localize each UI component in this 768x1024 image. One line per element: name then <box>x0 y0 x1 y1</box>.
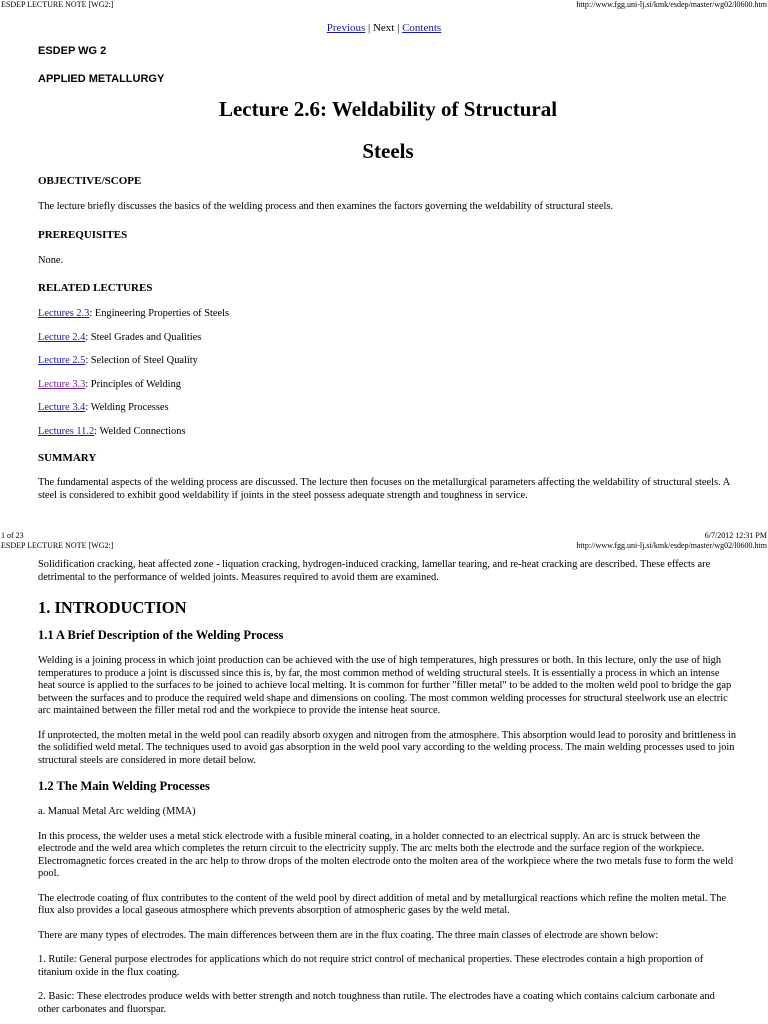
related-item <box>38 332 738 345</box>
subsection-1-1: 1.1 A Brief Description of the Welding Process <box>38 628 284 642</box>
objective-text: The lecture briefly discusses the basics of the welding process and then examines the factors governing the weldability of structural steels. <box>38 201 614 212</box>
previous-link[interactable]: Previous <box>326 22 366 34</box>
prereq-text: None. <box>38 254 64 266</box>
related-heading: RELATED LECTURES <box>38 282 153 294</box>
related-desc: : Principles of Welding <box>85 378 181 390</box>
group-label: ESDEP WG 2 <box>38 45 107 57</box>
related-item <box>38 355 738 368</box>
next-text: | Next | <box>365 22 403 34</box>
related-item <box>38 426 738 439</box>
para-rutile: 1. Rutile: General purpose electrodes for applications which do not require strict control of mechanical properties. These electrodes contain a high proportion of titanium oxide in the flux coating. <box>38 954 704 978</box>
related-item <box>38 308 738 321</box>
related-link-3-4[interactable]: Lecture 3.4 <box>38 402 86 413</box>
related-desc: : Selection of Steel Quality <box>85 355 198 366</box>
para-1-1-b: If unprotected, the molten metal in the weld pool can readily absorb oxygen and nitrogen from the atmosphere. This absorption would lead to porosity and brittleness in the solidified weld metal. The techniques used to avoid gas absorption in the weld pool vary according to the welding process. The main welding processes used to join structural steels are considered in more detail below. <box>38 729 737 766</box>
related-desc: : Steel Grades and Qualities <box>85 331 202 343</box>
related-link-2-3[interactable]: Lectures 2.3 <box>38 308 90 319</box>
related-item <box>38 402 738 415</box>
page2-header-url: http://www.fgg.uni-lj.si/kmk/esdep/master/wg02/l0600.htm <box>576 541 767 550</box>
related-desc: : Welded Connections <box>94 425 186 437</box>
related-link-2-4[interactable]: Lecture 2.4 <box>38 331 86 343</box>
page2-content <box>38 559 738 1016</box>
summary-text: The fundamental aspects of the welding process are discussed. The lecture then focuses on the metallurgical parameters affecting the weldability of structural steels. A steel is considered to exhibit good weldability if joints in the steel possess adequate strength and toughness in service. <box>38 477 730 501</box>
para-1-1-a: Welding is a joining process in which joint production can be achieved with the use of high temperatures, high pressures or both. In this lecture, only the use of high temperatures to produce a joint is discussed since this is, by far, the most common method of welding structural steels. It is essentially a process in which an intense heat source is applied to the surfaces to be joined to achieve local melting. It is common for further "filler metal" to be added to the molten weld pool to bridge the gap between the surfaces and to produce the required weld shape and dimensions on cooling. The most common welding processes for structural steelwork use an electric arc maintained between the filler metal rod and the workpiece to provide the intense heat source. <box>38 655 732 716</box>
lecture-title-line1: Lecture 2.6: Weldability of Structural <box>218 97 558 121</box>
related-desc: : Engineering Properties of Steels <box>89 308 230 319</box>
para-1-2-a: In this process, the welder uses a metal stick electrode with a fusible mineral coating, in a holder connected to an electrical supply. An arc is struck between the electrode and the weld area which completes the return circuit to the electricity supply. The arc melts both the electrode and the surface region of the workpiece. Electromagnetic forces created in the arc help to throw drops of the molten electrode onto the molten area of the workpiece where the two metals fuse to form the weld pool. <box>38 830 734 879</box>
page1-header-title: ESDEP LECTURE NOTE [WG2:] <box>1 0 114 9</box>
page1-header-url: http://www.fgg.uni-lj.si/kmk/esdep/master/wg02/l0600.htm <box>576 0 767 9</box>
para-1-2-b: The electrode coating of flux contributes to the content of the weld pool by direct addition of metal and by metallurgical reactions which refine the molten metal. The flux also provides a local gaseous atmosphere which prevents absorption of atmospheric gases by the weld metal. <box>38 892 727 916</box>
contents-link[interactable]: Contents <box>402 22 442 34</box>
objective-heading: OBJECTIVE/SCOPE <box>38 175 142 187</box>
para-basic: 2. Basic: These electrodes produce welds with better strength and notch toughness than rutile. The electrodes have a coating which contains calcium carbonate and other carbonates and fluorspar. <box>38 991 715 1015</box>
para-1-2-c: There are many types of electrodes. The main differences between them are in the flux coating. The three main classes of electrode are shown below: <box>38 929 659 941</box>
subject-label: APPLIED METALLURGY <box>38 73 165 85</box>
prereq-heading: PREREQUISITES <box>38 228 128 241</box>
print-timestamp: 6/7/2012 12:31 PM <box>704 531 767 540</box>
related-item <box>38 379 738 392</box>
mma-heading: a. Manual Metal Arc welding (MMA) <box>38 806 196 817</box>
page1-content <box>38 44 738 502</box>
related-desc: : Welding Processes <box>85 402 169 413</box>
page-counter: 1 of 23 <box>1 531 24 540</box>
summary-continued: Solidification cracking, heat affected zone - liquation cracking, hydrogen-induced cracking, lamellar tearing, and re-heat cracking are described. These effects are detrimental to the performance of welded joints. Measures required to avoid them are examined. <box>38 559 711 583</box>
lecture-nav <box>0 22 768 34</box>
related-link-3-3[interactable]: Lecture 3.3 <box>38 378 86 390</box>
section-introduction: 1. INTRODUCTION <box>38 598 187 617</box>
lecture-title-line2: Steels <box>362 139 414 163</box>
related-link-2-5[interactable]: Lecture 2.5 <box>38 355 86 366</box>
related-link-11-2[interactable]: Lectures 11.2 <box>38 425 95 437</box>
page2-header-title: ESDEP LECTURE NOTE [WG2:] <box>1 541 114 550</box>
summary-heading: SUMMARY <box>38 452 97 464</box>
subsection-1-2: 1.2 The Main Welding Processes <box>38 779 210 793</box>
